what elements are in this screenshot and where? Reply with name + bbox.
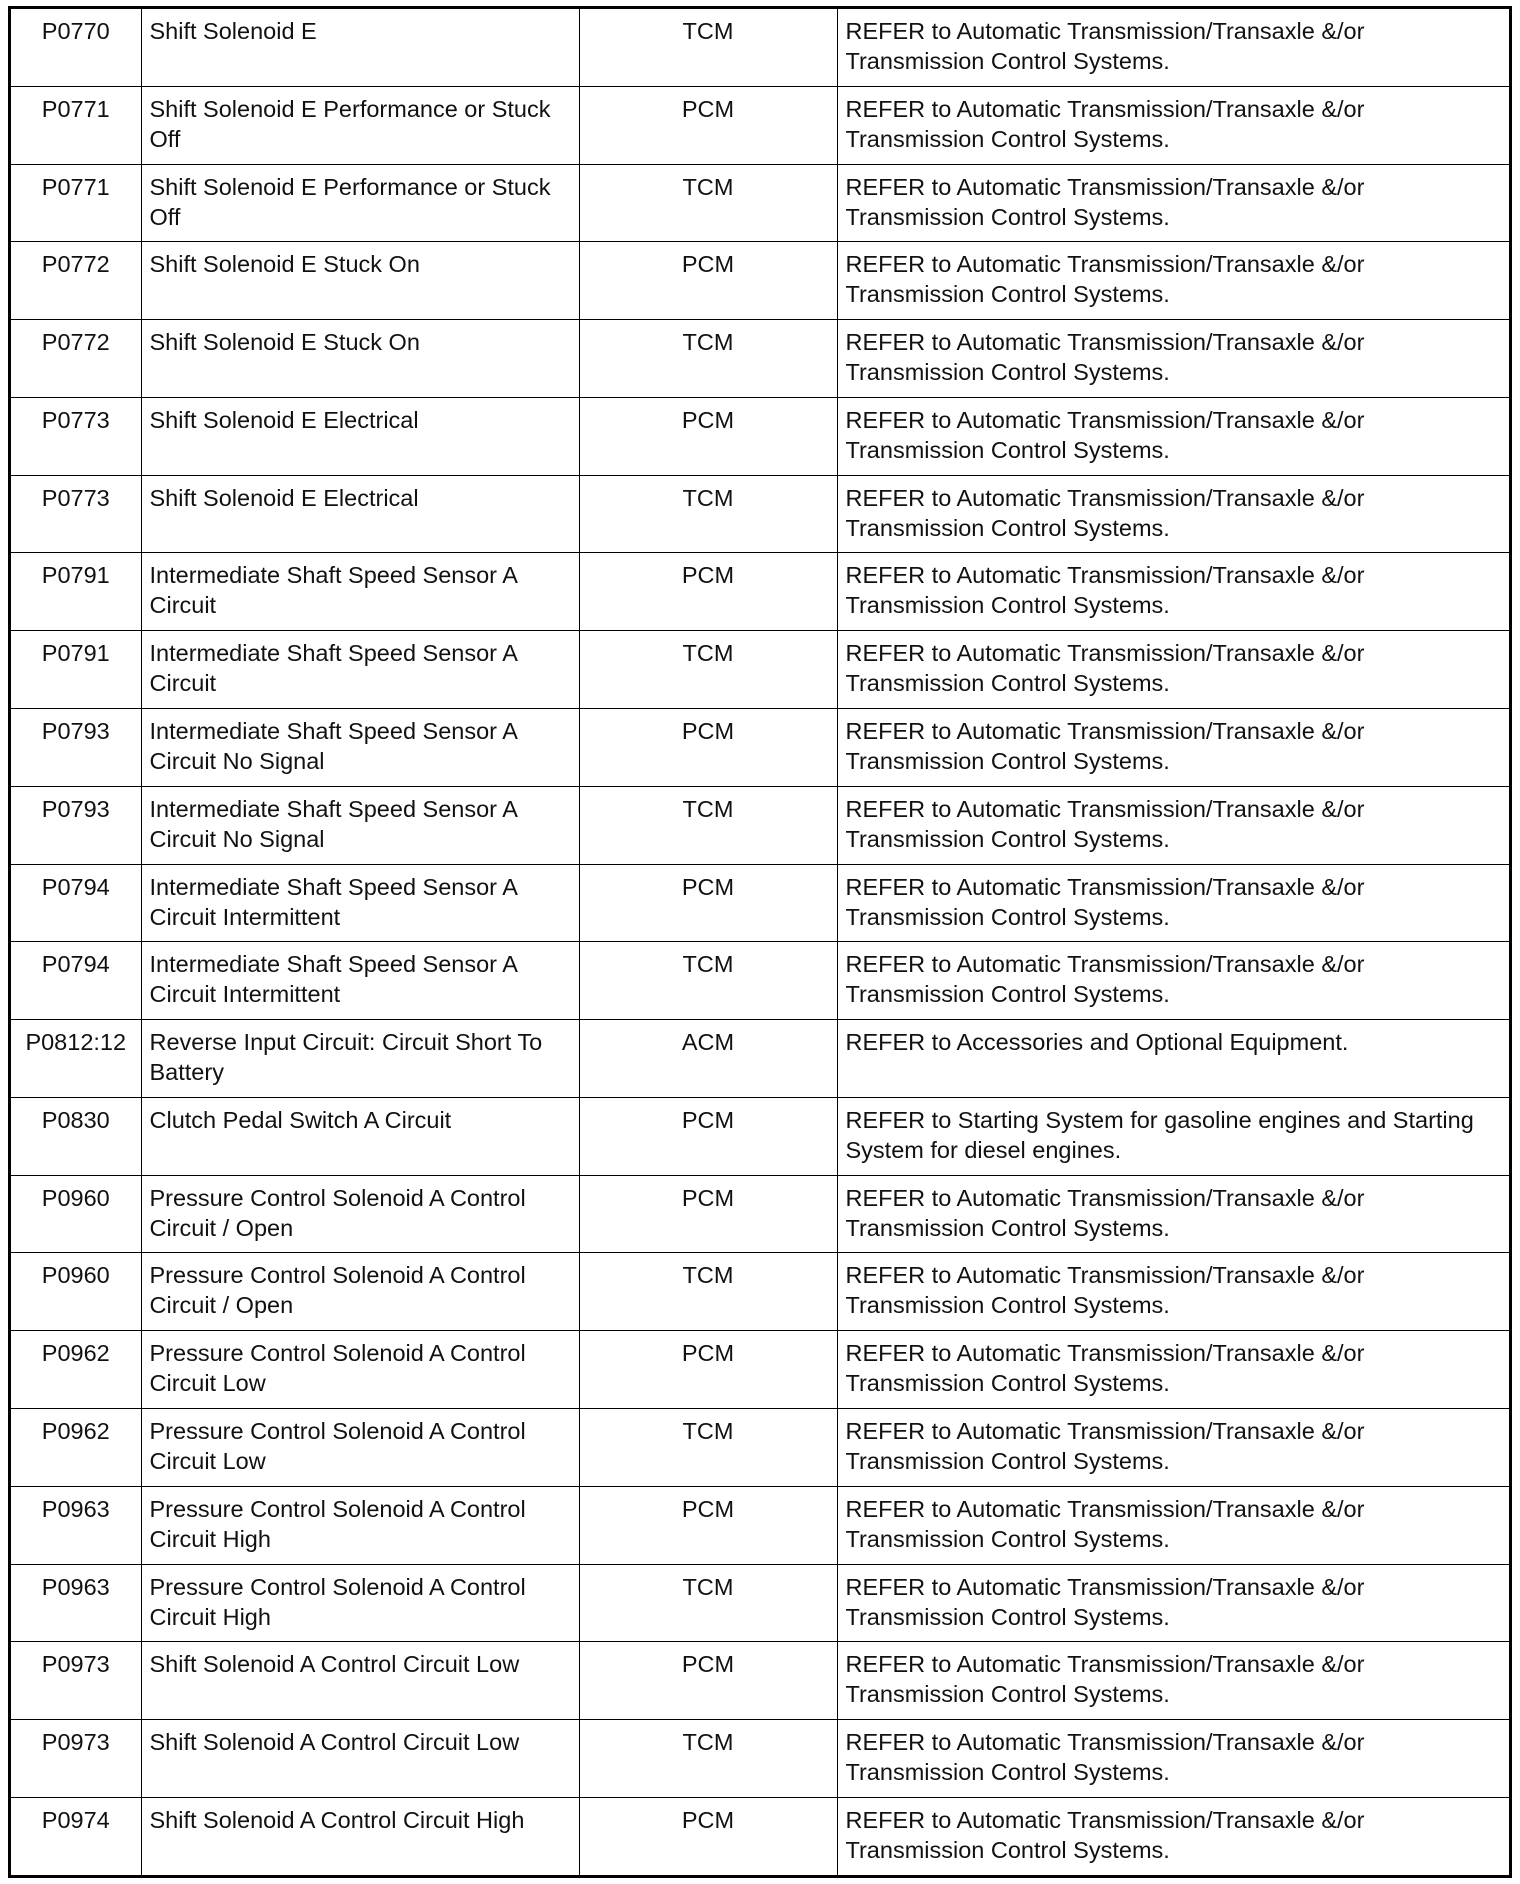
dtc-description-cell: Intermediate Shaft Speed Sensor A Circuit (141, 631, 579, 709)
dtc-module-cell: PCM (579, 242, 837, 320)
dtc-code-cell: P0794 (11, 942, 141, 1020)
dtc-action-cell: REFER to Automatic Transmission/Transaxle &/or Transmission Control Systems. (837, 1331, 1509, 1409)
dtc-action-cell: REFER to Automatic Transmission/Transaxle &/or Transmission Control Systems. (837, 1409, 1509, 1487)
dtc-module-cell: PCM (579, 1797, 837, 1875)
dtc-code-cell: P0772 (11, 242, 141, 320)
dtc-description-cell: Shift Solenoid A Control Circuit Low (141, 1720, 579, 1798)
dtc-module-cell: PCM (579, 1486, 837, 1564)
dtc-action-cell: REFER to Automatic Transmission/Transaxle &/or Transmission Control Systems. (837, 631, 1509, 709)
table-row (11, 164, 1509, 242)
dtc-module-cell: PCM (579, 1331, 837, 1409)
table-row (11, 1797, 1509, 1875)
table-row (11, 320, 1509, 398)
dtc-description-cell: Pressure Control Solenoid A Control Circuit Low (141, 1331, 579, 1409)
dtc-module-cell: PCM (579, 1097, 837, 1175)
dtc-code-cell: P0974 (11, 1797, 141, 1875)
dtc-module-cell: PCM (579, 1642, 837, 1720)
dtc-module-cell: PCM (579, 397, 837, 475)
dtc-action-cell: REFER to Automatic Transmission/Transaxle &/or Transmission Control Systems. (837, 864, 1509, 942)
dtc-description-cell: Clutch Pedal Switch A Circuit (141, 1097, 579, 1175)
table-row (11, 1097, 1509, 1175)
dtc-module-cell: TCM (579, 164, 837, 242)
dtc-module-cell: TCM (579, 631, 837, 709)
dtc-code-cell: P0773 (11, 397, 141, 475)
dtc-module-cell: PCM (579, 86, 837, 164)
dtc-description-cell: Pressure Control Solenoid A Control Circuit High (141, 1564, 579, 1642)
table-row (11, 864, 1509, 942)
table-row (11, 786, 1509, 864)
dtc-code-cell: P0771 (11, 86, 141, 164)
dtc-action-cell: REFER to Automatic Transmission/Transaxle &/or Transmission Control Systems. (837, 1253, 1509, 1331)
dtc-action-cell: REFER to Automatic Transmission/Transaxle &/or Transmission Control Systems. (837, 1720, 1509, 1798)
dtc-description-cell: Shift Solenoid E (141, 9, 579, 86)
dtc-code-cell: P0963 (11, 1564, 141, 1642)
dtc-action-cell: REFER to Starting System for gasoline engines and Starting System for diesel engines. (837, 1097, 1509, 1175)
dtc-action-cell: REFER to Automatic Transmission/Transaxle &/or Transmission Control Systems. (837, 242, 1509, 320)
table-row (11, 1642, 1509, 1720)
dtc-action-cell: REFER to Automatic Transmission/Transaxle &/or Transmission Control Systems. (837, 320, 1509, 398)
table-row (11, 86, 1509, 164)
dtc-code-cell: P0960 (11, 1253, 141, 1331)
dtc-module-cell: PCM (579, 553, 837, 631)
dtc-action-cell: REFER to Automatic Transmission/Transaxle &/or Transmission Control Systems. (837, 553, 1509, 631)
dtc-code-cell: P0962 (11, 1331, 141, 1409)
dtc-code-cell: P0770 (11, 9, 141, 86)
dtc-description-cell: Intermediate Shaft Speed Sensor A Circuit Intermittent (141, 864, 579, 942)
dtc-action-cell: REFER to Automatic Transmission/Transaxle &/or Transmission Control Systems. (837, 1797, 1509, 1875)
dtc-code-cell: P0973 (11, 1720, 141, 1798)
table-row (11, 242, 1509, 320)
dtc-code-cell: P0962 (11, 1409, 141, 1487)
table-row (11, 1175, 1509, 1253)
dtc-description-cell: Shift Solenoid E Stuck On (141, 320, 579, 398)
dtc-action-cell: REFER to Accessories and Optional Equipment. (837, 1020, 1509, 1098)
dtc-description-cell: Shift Solenoid E Performance or Stuck Off (141, 164, 579, 242)
dtc-table (11, 9, 1509, 1875)
dtc-code-cell: P0963 (11, 1486, 141, 1564)
table-row (11, 553, 1509, 631)
dtc-description-cell: Shift Solenoid A Control Circuit High (141, 1797, 579, 1875)
dtc-description-cell: Shift Solenoid E Electrical (141, 397, 579, 475)
dtc-module-cell: TCM (579, 942, 837, 1020)
dtc-code-cell: P0973 (11, 1642, 141, 1720)
dtc-module-cell: TCM (579, 9, 837, 86)
dtc-action-cell: REFER to Automatic Transmission/Transaxle &/or Transmission Control Systems. (837, 709, 1509, 787)
dtc-action-cell: REFER to Automatic Transmission/Transaxle &/or Transmission Control Systems. (837, 942, 1509, 1020)
table-row (11, 9, 1509, 86)
dtc-action-cell: REFER to Automatic Transmission/Transaxle &/or Transmission Control Systems. (837, 786, 1509, 864)
dtc-code-cell: P0773 (11, 475, 141, 553)
dtc-description-cell: Pressure Control Solenoid A Control Circuit High (141, 1486, 579, 1564)
dtc-action-cell: REFER to Automatic Transmission/Transaxle &/or Transmission Control Systems. (837, 1642, 1509, 1720)
dtc-module-cell: TCM (579, 320, 837, 398)
dtc-module-cell: TCM (579, 786, 837, 864)
dtc-description-cell: Intermediate Shaft Speed Sensor A Circuit (141, 553, 579, 631)
dtc-module-cell: TCM (579, 475, 837, 553)
dtc-module-cell: TCM (579, 1564, 837, 1642)
table-row (11, 1253, 1509, 1331)
dtc-module-cell: TCM (579, 1409, 837, 1487)
table-row (11, 942, 1509, 1020)
dtc-action-cell: REFER to Automatic Transmission/Transaxle &/or Transmission Control Systems. (837, 1175, 1509, 1253)
dtc-code-cell: P0772 (11, 320, 141, 398)
dtc-module-cell: TCM (579, 1253, 837, 1331)
dtc-description-cell: Intermediate Shaft Speed Sensor A Circuit No Signal (141, 786, 579, 864)
dtc-description-cell: Shift Solenoid A Control Circuit Low (141, 1642, 579, 1720)
dtc-description-cell: Shift Solenoid E Performance or Stuck Off (141, 86, 579, 164)
dtc-code-cell: P0791 (11, 631, 141, 709)
dtc-action-cell: REFER to Automatic Transmission/Transaxle &/or Transmission Control Systems. (837, 397, 1509, 475)
dtc-action-cell: REFER to Automatic Transmission/Transaxle &/or Transmission Control Systems. (837, 1486, 1509, 1564)
dtc-description-cell: Intermediate Shaft Speed Sensor A Circuit No Signal (141, 709, 579, 787)
table-row (11, 1331, 1509, 1409)
table-row (11, 1486, 1509, 1564)
dtc-description-cell: Reverse Input Circuit: Circuit Short To Battery (141, 1020, 579, 1098)
dtc-description-cell: Shift Solenoid E Stuck On (141, 242, 579, 320)
dtc-module-cell: PCM (579, 709, 837, 787)
dtc-description-cell: Pressure Control Solenoid A Control Circuit Low (141, 1409, 579, 1487)
dtc-code-cell: P0960 (11, 1175, 141, 1253)
dtc-code-cell: P0793 (11, 786, 141, 864)
dtc-action-cell: REFER to Automatic Transmission/Transaxle &/or Transmission Control Systems. (837, 9, 1509, 86)
table-row (11, 475, 1509, 553)
dtc-module-cell: ACM (579, 1020, 837, 1098)
dtc-code-cell: P0791 (11, 553, 141, 631)
table-row (11, 1720, 1509, 1798)
dtc-code-cell: P0793 (11, 709, 141, 787)
dtc-code-cell: P0830 (11, 1097, 141, 1175)
table-row (11, 631, 1509, 709)
table-row (11, 1409, 1509, 1487)
dtc-action-cell: REFER to Automatic Transmission/Transaxle &/or Transmission Control Systems. (837, 475, 1509, 553)
table-row (11, 397, 1509, 475)
table-row (11, 1020, 1509, 1098)
dtc-description-cell: Pressure Control Solenoid A Control Circuit / Open (141, 1175, 579, 1253)
dtc-module-cell: PCM (579, 1175, 837, 1253)
dtc-module-cell: PCM (579, 864, 837, 942)
dtc-description-cell: Intermediate Shaft Speed Sensor A Circuit Intermittent (141, 942, 579, 1020)
dtc-action-cell: REFER to Automatic Transmission/Transaxle &/or Transmission Control Systems. (837, 86, 1509, 164)
dtc-code-cell: P0794 (11, 864, 141, 942)
dtc-description-cell: Pressure Control Solenoid A Control Circuit / Open (141, 1253, 579, 1331)
dtc-description-cell: Shift Solenoid E Electrical (141, 475, 579, 553)
table-row (11, 709, 1509, 787)
dtc-code-cell: P0771 (11, 164, 141, 242)
table-row (11, 1564, 1509, 1642)
dtc-table-sheet (8, 6, 1512, 1878)
dtc-code-cell: P0812:12 (11, 1020, 141, 1098)
dtc-table-body (11, 9, 1509, 1875)
dtc-action-cell: REFER to Automatic Transmission/Transaxle &/or Transmission Control Systems. (837, 164, 1509, 242)
dtc-module-cell: TCM (579, 1720, 837, 1798)
dtc-action-cell: REFER to Automatic Transmission/Transaxle &/or Transmission Control Systems. (837, 1564, 1509, 1642)
